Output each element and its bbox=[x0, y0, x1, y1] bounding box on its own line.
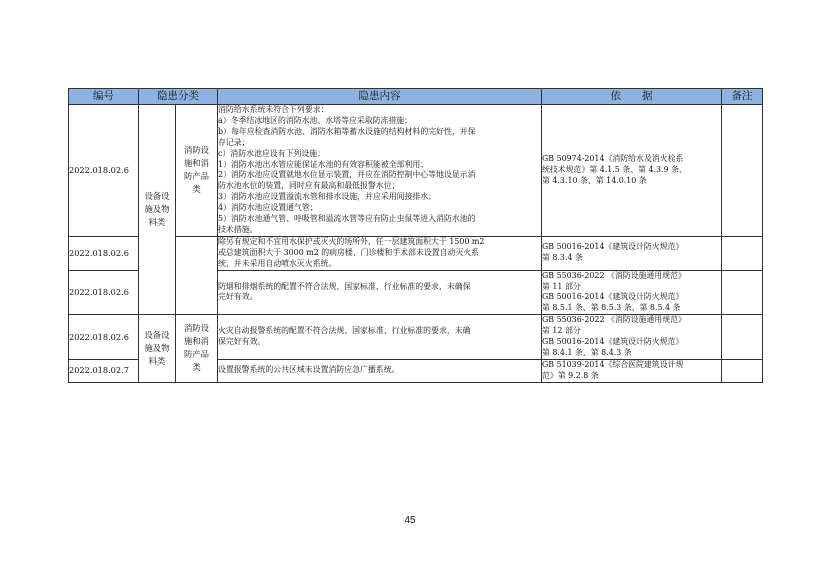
basis-line: GB 50974-2014《消防给水及消火栓系 bbox=[542, 154, 684, 164]
row-code: 2022.018.02.6 bbox=[69, 105, 139, 237]
row-basis bbox=[542, 270, 722, 315]
category-primary bbox=[139, 105, 176, 315]
content-line: 5）消防水池通气管、呼吸管和溢流水管等应有防止虫鼠等进入消防水池的 bbox=[218, 214, 476, 224]
basis-line: GB 50016-2014《建筑设计防火规范》 bbox=[542, 242, 684, 252]
row-note bbox=[722, 315, 763, 360]
basis-line: 第 11 部分 bbox=[542, 281, 581, 291]
content-line: 4）消防水池应设置通气管； bbox=[218, 203, 318, 213]
content-line: 消防给水系统未符合下列要求： bbox=[218, 105, 329, 114]
category-secondary-text: 消防设施和消防产品类 bbox=[183, 145, 210, 195]
header-basis: 依 据 bbox=[542, 89, 722, 105]
row-code: 2022.018.02.7 bbox=[69, 359, 139, 382]
category-primary bbox=[139, 315, 176, 382]
content-line: b）每年应检查消防水池、消防水箱等蓄水设施的结构材料的完好性，并保 bbox=[218, 126, 476, 136]
row-basis bbox=[542, 105, 722, 237]
content-line: 保完好有效。 bbox=[218, 337, 266, 347]
content-line: c）消防水池应设有下列设施： bbox=[218, 148, 325, 158]
basis-line: GB 55036-2022 《消防设施通用规范》 bbox=[542, 315, 686, 325]
hazard-table bbox=[68, 88, 763, 383]
row-note bbox=[722, 359, 763, 382]
row-note bbox=[722, 270, 763, 315]
header-code: 编号 bbox=[69, 89, 139, 105]
basis-line: 统技术规范》第 4.1.5 条、第 4.3.9 条、 bbox=[542, 164, 687, 174]
content-line: a）冬季结冰地区的消防水池、水塔等应采取防冻措施； bbox=[218, 115, 413, 125]
category-secondary bbox=[176, 105, 218, 237]
row-content bbox=[218, 270, 542, 315]
header-note: 备注 bbox=[722, 89, 763, 105]
content-line: 防水池水位的装置，同时应有最高和最低报警水位； bbox=[218, 181, 400, 191]
row-code: 2022.018.02.6 bbox=[69, 236, 139, 270]
row-note bbox=[722, 105, 763, 237]
content-line: 1）消防水池出水管应能保证水池的有效容积能被全部利用； bbox=[218, 159, 429, 169]
basis-line: GB 55036-2022 《消防设施通用规范》 bbox=[542, 270, 686, 280]
row-code: 2022.018.02.6 bbox=[69, 270, 139, 315]
basis-line: 第 12 部分 bbox=[542, 326, 581, 336]
row-basis bbox=[542, 315, 722, 360]
row-basis bbox=[542, 359, 722, 382]
row-code: 2022.018.02.6 bbox=[69, 315, 139, 360]
content-line: 除另有规定和不宜用水保护或灭火的场所外，任一层建筑面积大于 1500 m2 bbox=[218, 236, 485, 246]
row-content bbox=[218, 315, 542, 360]
content-line: 统，并未采用自动喷水灭火系统。 bbox=[218, 258, 337, 268]
content-line: 设置报警系统的公共区域未设置消防应急广播系统。 bbox=[218, 365, 400, 375]
content-line: 3）消防水池应设置溢流水管和排水设施，并应采用间接排水； bbox=[218, 192, 437, 202]
row-content bbox=[218, 236, 542, 270]
content-line: 技术措施。 bbox=[218, 224, 258, 234]
category-primary-text: 设备设施及物料类 bbox=[144, 191, 170, 228]
basis-line: 第 8.4.1 条、第 8.4.3 条 bbox=[542, 347, 632, 357]
row-basis bbox=[542, 236, 722, 270]
content-line: 火灾自动报警系统的配置不符合法规、国家标准、行业标准的要求，未确 bbox=[218, 326, 471, 336]
basis-line: 第 8.3.4 条 bbox=[542, 253, 583, 263]
basis-line: 第 8.5.1 条、第 8.5.3 条、第 8.5.4 条 bbox=[542, 303, 681, 313]
content-line: 完好有效。 bbox=[218, 292, 258, 302]
basis-line: GB 50016-2014《建筑设计防火规范》 bbox=[542, 292, 684, 302]
basis-line: GB 50016-2014《建筑设计防火规范》 bbox=[542, 337, 684, 347]
row-content bbox=[218, 105, 542, 237]
content-line: 防烟和排烟系统的配置不符合法规、国家标准、行业标准的要求，未确保 bbox=[218, 281, 471, 291]
row-note bbox=[722, 236, 763, 270]
row-content bbox=[218, 359, 542, 382]
basis-line: GB 51039-2014《综合医院建筑设计规 bbox=[542, 359, 684, 369]
page-number: 45 bbox=[404, 515, 416, 526]
category-secondary-empty bbox=[176, 236, 218, 314]
content-line: 2）消防水池应设置就地水位显示装置，并应在消防控制中心等地设显示消 bbox=[218, 170, 476, 180]
table-row bbox=[69, 315, 763, 360]
basis-line: 范》第 9.2.8 条 bbox=[542, 370, 599, 380]
basis-line: 第 4.3.10 条、第 14.0.10 条 bbox=[542, 175, 647, 185]
category-primary-text: 设备设施及物料类 bbox=[144, 329, 170, 366]
category-secondary bbox=[176, 315, 218, 382]
content-line: 存记录； bbox=[218, 137, 250, 147]
header-content: 隐患内容 bbox=[218, 89, 542, 105]
table-header-row bbox=[69, 89, 763, 105]
content-line: 或总建筑面积大于 3000 m2 的病房楼、门诊楼和手术部未设置自动灭火系 bbox=[218, 247, 480, 257]
table-row bbox=[69, 105, 763, 237]
header-category: 隐患分类 bbox=[139, 89, 218, 105]
category-secondary-text: 消防设施和消防产品类 bbox=[183, 323, 210, 373]
